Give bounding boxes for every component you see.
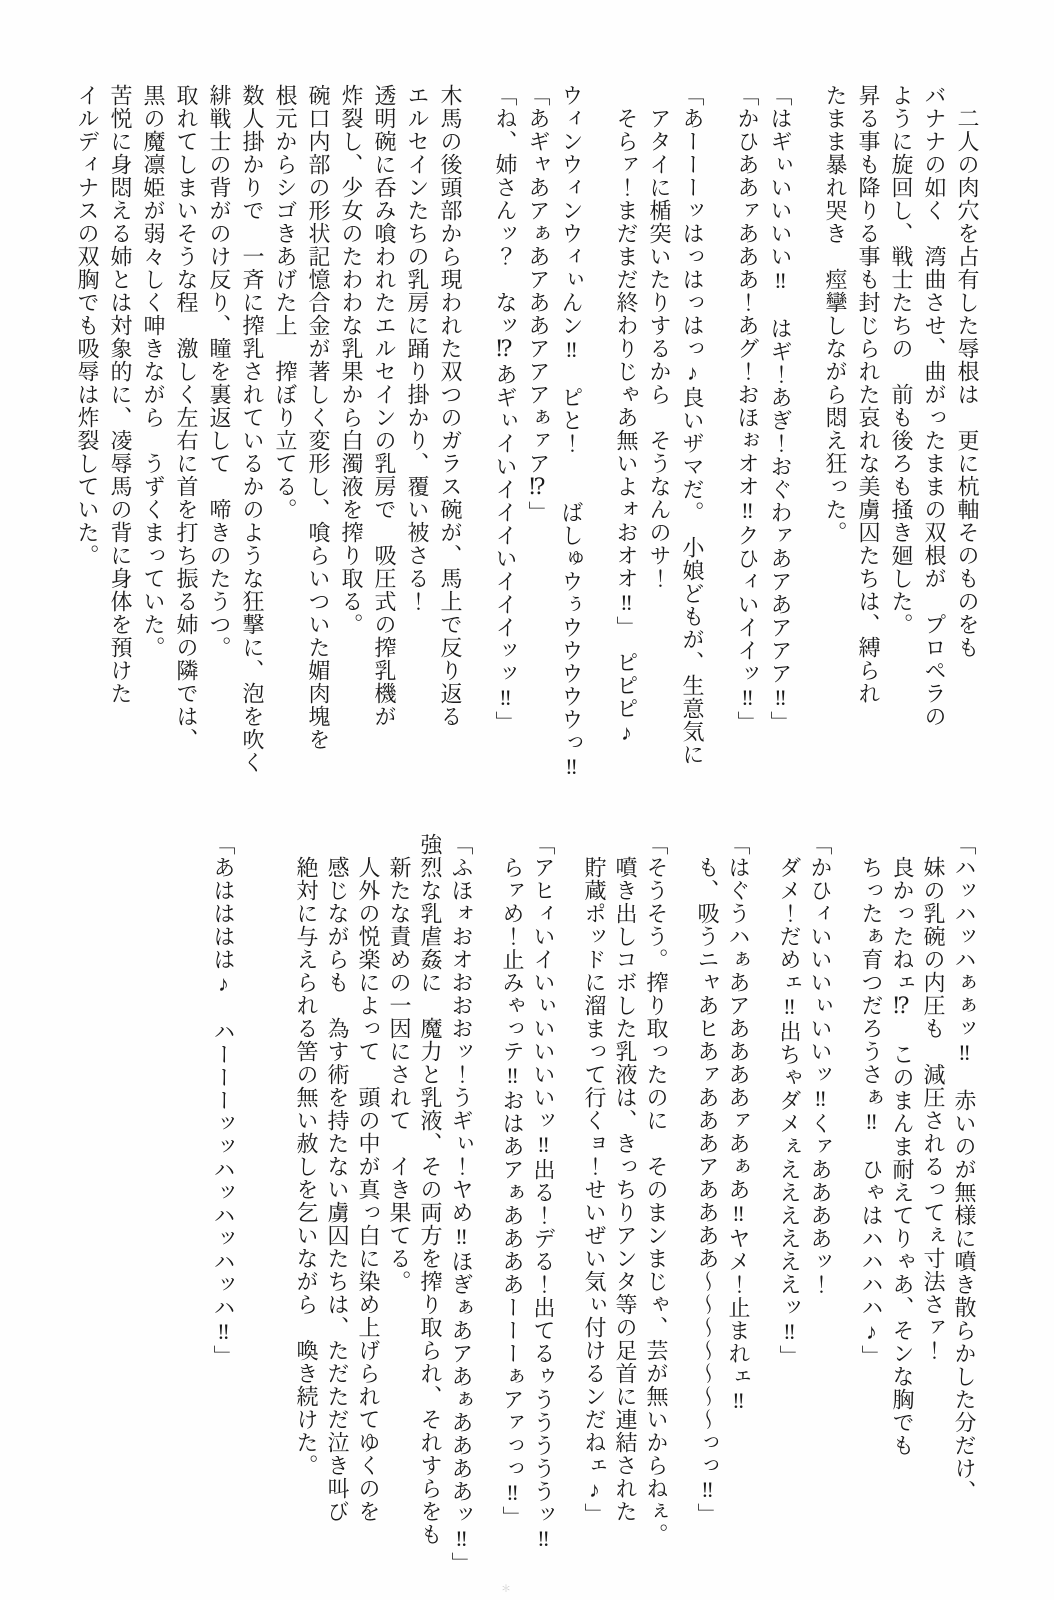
text-line: 妹の乳碗の内圧も 減圧されるってぇ寸法さァ！ xyxy=(921,833,946,1362)
paragraph-group xyxy=(692,833,754,1553)
text-line: 碗口内部の形状記憶合金が著しく変形し、喰らいついた媚肉塊を xyxy=(306,84,331,751)
text-line: 「あギャあアぁあアああアアアぁァア⁉」 xyxy=(526,84,551,524)
paragraph-group xyxy=(489,84,588,780)
paragraph-group xyxy=(208,833,239,1553)
text-line: も、吸うニャあヒあァあああアああああ〜〜〜〜〜〜〜っっ‼」 xyxy=(695,833,720,1526)
text-line: 「そうそう。搾り取ったのに そのまンまじゃ、芸が無いからねぇ。 xyxy=(644,833,669,1546)
text-line: 「ふほォおオおおおッ！うギぃ！ヤめ‼ほぎぁあアあぁああああッ‼」 xyxy=(449,833,474,1575)
page-footer-mark: ＊ xyxy=(501,1584,511,1595)
text-line: 「ね、姉さんッ？ なッ⁉あギぃイいイイイいイイイッッ‼」 xyxy=(493,84,518,734)
text-line: 根元からシゴきあげた上 搾ぼり立てる。 xyxy=(273,84,298,521)
text-line: アタイに楯突いたりするから そうなんのサ！ xyxy=(647,84,672,590)
paragraph-group xyxy=(856,833,980,1553)
text-line: 透明碗に呑み喰われたエルセインの乳房で 吸圧式の搾乳機が xyxy=(372,84,397,728)
text-line: 「アヒィいイいぃいいいいッ‼出る！デる！出てるゥうううううッ‼ xyxy=(531,833,556,1552)
text-line: 「ハッハッハぁぁッ‼ 赤いのが無様に噴き散らかした分だけ、 xyxy=(952,833,977,1503)
text-line: そらァ！まだまだ終わりじゃあ無いよォおオオ‼」 ピピピ♪ xyxy=(614,84,639,746)
text-line: 人外の悦楽によって 頭の中が真っ白に染め上げられてゆくのを xyxy=(356,833,381,1523)
text-line: ダメ！だめェ‼出ちゃダメぇええええええッ‼」 xyxy=(777,833,802,1368)
text-line: 黒の魔凛姫が弱々しく呻きながら うずくまっていた。 xyxy=(141,84,166,659)
text-line: ように旋回し、戦士たちの 前も後ろも掻き廻した。 xyxy=(889,84,914,636)
text-line: 苦悦に身悶える姉とは対象的に、凌辱馬の背に身体を預けた xyxy=(108,84,133,705)
paragraph-group xyxy=(774,833,836,1553)
text-line: ウィンウィンウィぃんン‼ ピと！ ばしゅウぅウウウウウっ‼ xyxy=(559,84,584,780)
paragraph-group xyxy=(610,84,709,766)
paragraph-group xyxy=(71,84,467,774)
paragraph-group xyxy=(497,833,559,1553)
text-line: 貯蔵ポッドに溜まって行くョ！せいぜい気ぃ付けるンだねェ♪」 xyxy=(582,833,607,1526)
text-line: 緋戦士の背がのけ反り、瞳を裏返して 啼きのたうつ。 xyxy=(207,84,232,659)
text-line: 絶対に与えられる筈の無い赦しを乞いながら 喚き続けた。 xyxy=(294,833,319,1477)
text-line: 「かひィいいいぃいいッ‼くァああああッ！ xyxy=(808,833,833,1296)
text-line: 「はギぃいいいい‼ はギ！あぎ！おぐわァあアあアアア‼」 xyxy=(768,84,793,734)
top-text-block xyxy=(71,84,984,780)
text-line: 強烈な乳虐姦に 魔力と乳液、その両方を搾り取られ、それすらをも xyxy=(418,833,443,1546)
text-line: 新たな責めの一因にされて イき果てる。 xyxy=(387,833,412,1293)
text-line: 噴き出しコボした乳液は、きっちりアンタ等の足首に連結された xyxy=(613,833,638,1523)
paragraph-group xyxy=(291,833,477,1575)
text-line: たまま暴れ哭き 痙攣しながら悶え狂った。 xyxy=(823,84,848,544)
text-line: 「かひああァあああ！あグ！おほぉオオ‼クひィいイイッ‼」 xyxy=(735,84,760,734)
text-line: 感じながらも 為す術を持たない虜囚たちは、ただただ泣き叫び xyxy=(325,833,350,1523)
text-line: イルディナスの双胸でも吸辱は炸裂していた。 xyxy=(75,84,100,567)
paragraph-group xyxy=(731,84,797,749)
paragraph-group xyxy=(579,833,672,1553)
text-line: 取れてしまいそうな程 激しく左右に首を打ち振る姉の隣では、 xyxy=(174,84,199,751)
text-line: 「あはははは♪ ハーーーッッハッハッハッハ‼」 xyxy=(211,833,236,1368)
text-line: バナナの如く 湾曲させ、曲がったままの双根が プロペラの xyxy=(922,84,947,728)
text-line: ちったぁ育つだろうさぁ‼ ひゃはハハハハ♪」 xyxy=(859,833,884,1368)
text-line: らァめ！止みゃっテ‼おはあアぁああああーーーぁアァっっ‼」 xyxy=(500,833,525,1529)
bottom-text-block xyxy=(208,833,980,1575)
text-line: 木馬の後頭部から現われた双つのガラス碗が、馬上で反り返る xyxy=(438,84,463,728)
text-line: 昇る事も降りる事も封じられた哀れな美虜囚たちは、縛られ xyxy=(856,84,881,705)
text-line: 「はぐうハぁあアああああァあぁあ‼ヤメ！止まれェ‼ xyxy=(726,833,751,1414)
text-line: エルセインたちの乳房に踊り掛かり、覆い被さる！ xyxy=(405,84,430,613)
text-line: 「あーーーッはっはっはっ♪良いザマだ。 小娘どもが、生意気に xyxy=(680,84,705,766)
text-line: 数人掛かりで 一斉に搾乳されているかのような狂撃に、泡を吹く xyxy=(240,84,265,774)
paragraph-group xyxy=(819,84,984,749)
text-line: 二人の肉穴を占有した辱根は 更に杭軸そのものをも xyxy=(955,84,980,659)
text-line: 炸裂し、少女のたわわな乳果から白濁液を搾り取る。 xyxy=(339,84,364,636)
text-line: 良かったねェ⁉ このまんま耐えてりゃあ、そンな胸でも xyxy=(890,833,915,1457)
